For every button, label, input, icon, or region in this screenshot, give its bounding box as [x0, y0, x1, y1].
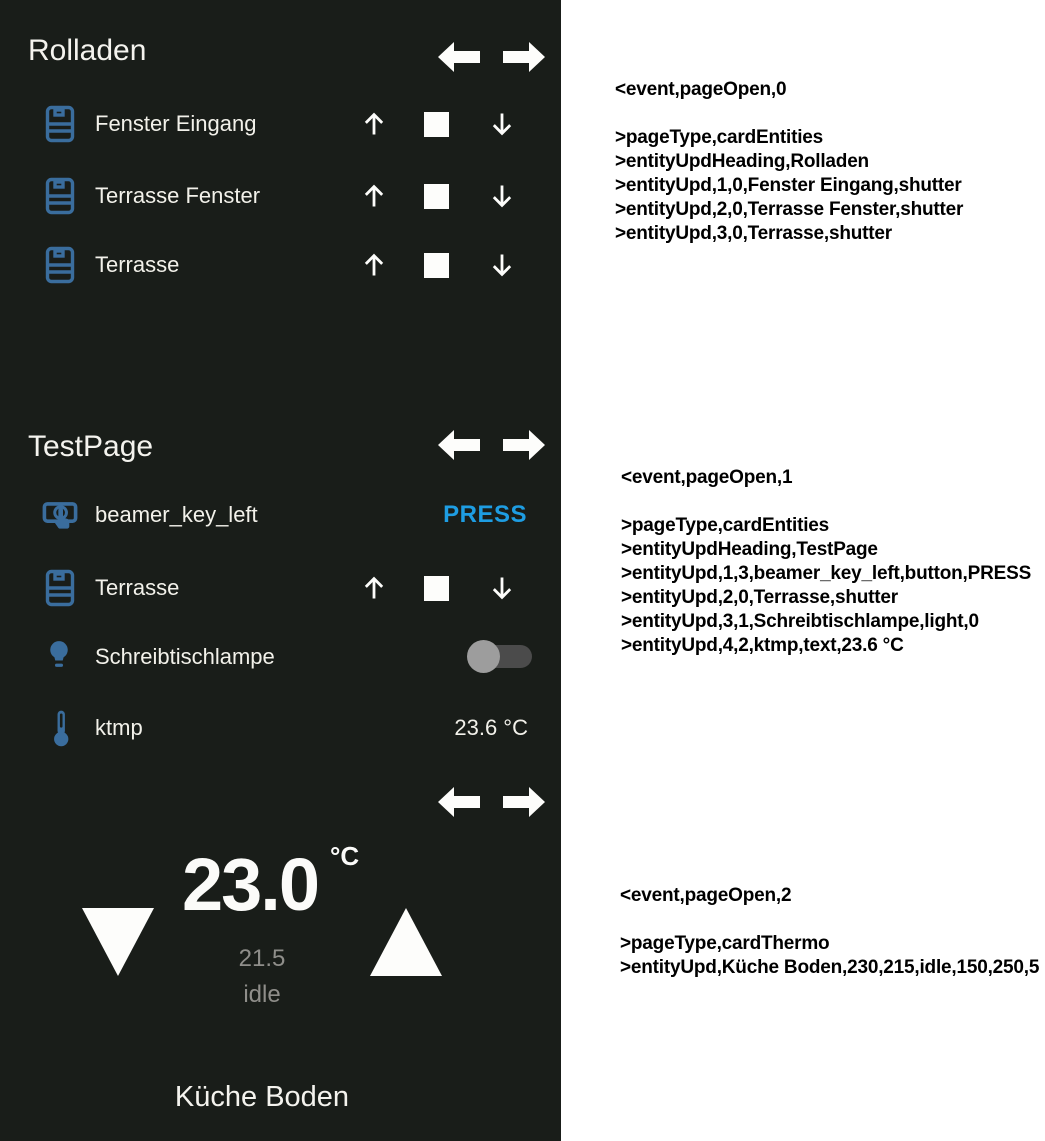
target-temperature: 21.5 [238, 945, 286, 972]
shutter-down-icon[interactable] [488, 110, 516, 138]
log-line: >pageType,cardEntities [615, 127, 824, 148]
window-shutter-icon [45, 246, 75, 289]
log-line: >pageType,cardThermo [620, 933, 830, 954]
thermostat-state: idle [243, 981, 281, 1008]
entity-label: Terrasse [95, 575, 180, 600]
next-page-arrow-icon[interactable] [503, 428, 545, 462]
entity-label: Terrasse [95, 252, 180, 277]
card-testpage [0, 380, 561, 760]
log-block-page2 [620, 884, 1039, 980]
shutter-stop-icon[interactable] [424, 576, 449, 601]
log-line: >entityUpd,2,0,Terrasse Fenster,shutter [615, 199, 964, 220]
log-line: >entityUpd,3,1,Schreibtischlampe,light,0 [621, 611, 979, 632]
page-title: TestPage [28, 430, 154, 463]
log-line: >entityUpd,1,3,beamer_key_left,button,PRESS [621, 563, 1032, 584]
toggle-knob[interactable] [467, 640, 500, 673]
thermostat-title: Küche Boden [174, 1081, 350, 1113]
next-page-arrow-icon[interactable] [503, 40, 545, 74]
log-line: >pageType,cardEntities [621, 515, 830, 536]
log-line: >entityUpd,4,2,ktmp,text,23.6 °C [621, 635, 904, 656]
entity-label: Fenster Eingang [95, 111, 257, 136]
shutter-stop-icon[interactable] [424, 253, 449, 278]
entity-label: beamer_key_left [95, 502, 258, 527]
log-event-line: <event,pageOpen,2 [620, 885, 792, 906]
window-shutter-icon [45, 569, 75, 612]
window-shutter-icon [45, 177, 75, 220]
shutter-stop-icon[interactable] [424, 184, 449, 209]
log-block-page0 [615, 78, 963, 246]
press-button[interactable]: PRESS [443, 501, 527, 528]
log-line: >entityUpd,2,0,Terrasse,shutter [621, 587, 898, 608]
log-event-line: <event,pageOpen,1 [621, 467, 793, 488]
lightbulb-icon [44, 638, 74, 683]
gesture-tap-button-icon [42, 497, 78, 538]
temp-down-button[interactable] [82, 908, 154, 983]
shutter-down-icon[interactable] [488, 574, 516, 602]
next-page-arrow-icon[interactable] [503, 785, 545, 819]
shutter-up-icon[interactable] [360, 182, 388, 210]
log-line: >entityUpdHeading,Rolladen [615, 151, 869, 172]
prev-page-arrow-icon[interactable] [438, 785, 480, 819]
shutter-down-icon[interactable] [488, 182, 516, 210]
log-line: >entityUpd,Küche Boden,230,215,idle,150,250,5 [620, 957, 1040, 978]
window-shutter-icon [45, 105, 75, 148]
shutter-up-icon[interactable] [360, 574, 388, 602]
log-event-line: <event,pageOpen,0 [615, 79, 787, 100]
card-rolladen [0, 0, 561, 380]
prev-page-arrow-icon[interactable] [438, 428, 480, 462]
sensor-value: 23.6 °C [454, 715, 528, 740]
log-line: >entityUpdHeading,TestPage [621, 539, 878, 560]
log-line: >entityUpd,1,0,Fenster Eingang,shutter [615, 175, 962, 196]
shutter-down-icon[interactable] [488, 251, 516, 279]
thermometer-icon [48, 708, 74, 753]
shutter-up-icon[interactable] [360, 251, 388, 279]
light-toggle-switch[interactable] [470, 645, 532, 668]
shutter-up-icon[interactable] [360, 110, 388, 138]
log-block-page1 [621, 466, 1031, 658]
card-thermo [0, 760, 561, 1141]
log-line: >entityUpd,3,0,Terrasse,shutter [615, 223, 892, 244]
shutter-stop-icon[interactable] [424, 112, 449, 137]
page-title: Rolladen [28, 34, 147, 67]
temp-up-button[interactable] [370, 906, 442, 981]
current-temperature: 23.0 [182, 843, 319, 926]
prev-page-arrow-icon[interactable] [438, 40, 480, 74]
entity-label: Terrasse Fenster [95, 183, 261, 208]
entity-label: Schreibtischlampe [95, 644, 275, 669]
temperature-unit: °C [330, 841, 360, 871]
entity-label: ktmp [95, 715, 143, 740]
